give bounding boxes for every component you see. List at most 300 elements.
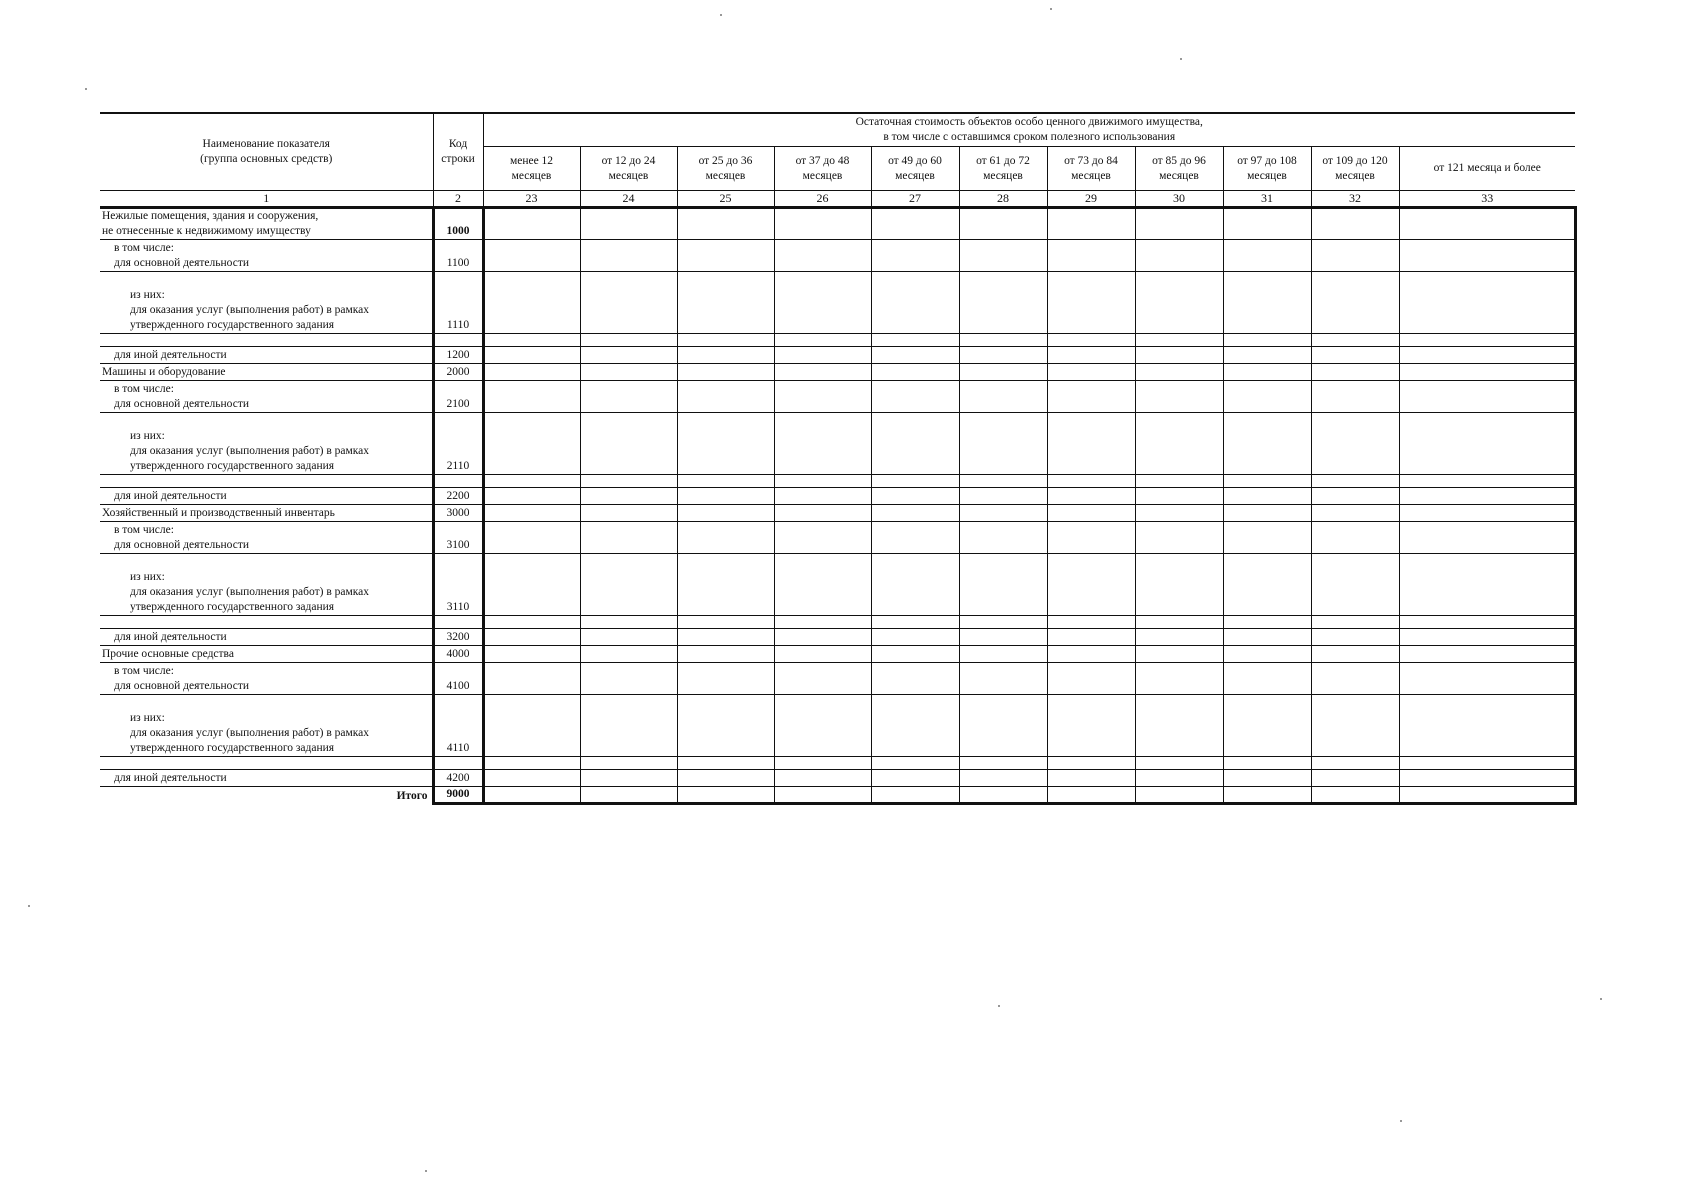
value-cell[interactable] bbox=[1311, 663, 1399, 695]
spacer-cell bbox=[1135, 757, 1223, 770]
value-cell[interactable] bbox=[959, 663, 1047, 695]
value-cell[interactable] bbox=[580, 381, 677, 413]
value-cell[interactable] bbox=[871, 629, 959, 646]
value-cell[interactable] bbox=[774, 695, 871, 757]
indicator-name bbox=[100, 695, 433, 757]
indicator-name-line: в том числе: bbox=[114, 242, 174, 254]
total-row bbox=[100, 787, 1575, 804]
value-cell[interactable] bbox=[1047, 208, 1135, 240]
indicator-name-line: для оказания услуг (выполнения работ) в рамках bbox=[130, 445, 370, 457]
value-cell[interactable] bbox=[1399, 272, 1575, 334]
value-cell[interactable] bbox=[871, 413, 959, 475]
value-cell[interactable] bbox=[677, 646, 774, 663]
spacer-cell bbox=[1399, 757, 1575, 770]
value-cell[interactable] bbox=[1135, 240, 1223, 272]
period-label: от 49 до 60 bbox=[888, 154, 942, 167]
value-cell[interactable] bbox=[959, 364, 1047, 381]
indicator-name bbox=[100, 770, 433, 787]
value-cell[interactable] bbox=[1311, 488, 1399, 505]
value-cell[interactable] bbox=[1399, 629, 1575, 646]
scan-speck bbox=[85, 88, 87, 90]
value-cell[interactable] bbox=[1399, 208, 1575, 240]
value-cell[interactable] bbox=[1135, 488, 1223, 505]
value-cell[interactable] bbox=[580, 272, 677, 334]
table-row bbox=[100, 629, 1575, 646]
value-cell[interactable] bbox=[1311, 554, 1399, 616]
spacer-cell bbox=[483, 757, 580, 770]
period-label: от 61 до 72 bbox=[976, 154, 1030, 167]
value-cell[interactable] bbox=[774, 505, 871, 522]
value-cell[interactable] bbox=[483, 629, 580, 646]
value-cell[interactable] bbox=[483, 787, 580, 804]
value-cell[interactable] bbox=[1223, 364, 1311, 381]
value-cell[interactable] bbox=[1399, 663, 1575, 695]
value-cell[interactable] bbox=[1047, 272, 1135, 334]
value-cell[interactable] bbox=[871, 787, 959, 804]
value-cell[interactable] bbox=[1223, 347, 1311, 364]
value-cell[interactable] bbox=[677, 554, 774, 616]
period-label: от 12 до 24 bbox=[601, 154, 656, 167]
table-row bbox=[100, 663, 1575, 695]
value-cell[interactable] bbox=[1047, 787, 1135, 804]
period-header-8 bbox=[1135, 147, 1223, 191]
indicator-name-line: для основной деятельности bbox=[114, 680, 249, 692]
value-cell[interactable] bbox=[1311, 522, 1399, 554]
value-cell[interactable] bbox=[1135, 413, 1223, 475]
period-unit: месяцев bbox=[511, 169, 552, 182]
spacer-cell bbox=[1223, 757, 1311, 770]
value-cell[interactable] bbox=[774, 522, 871, 554]
value-cell[interactable] bbox=[1223, 646, 1311, 663]
row-code: 9000 bbox=[433, 787, 483, 804]
value-cell[interactable] bbox=[677, 364, 774, 381]
table-row bbox=[100, 554, 1575, 616]
table-row bbox=[100, 488, 1575, 505]
row-code: 1110 bbox=[433, 272, 483, 334]
value-cell[interactable] bbox=[1223, 272, 1311, 334]
table-row bbox=[100, 413, 1575, 475]
value-cell[interactable] bbox=[959, 787, 1047, 804]
indicator-name-line: для иной деятельности bbox=[114, 631, 227, 643]
row-code: 4200 bbox=[433, 770, 483, 787]
value-cell[interactable] bbox=[774, 240, 871, 272]
value-cell[interactable] bbox=[871, 240, 959, 272]
row-code: 3200 bbox=[433, 629, 483, 646]
spacer-cell bbox=[100, 475, 433, 488]
value-cell[interactable] bbox=[580, 347, 677, 364]
value-cell[interactable] bbox=[959, 347, 1047, 364]
value-cell[interactable] bbox=[871, 364, 959, 381]
column-numbers-row bbox=[100, 191, 1575, 208]
value-cell[interactable] bbox=[483, 272, 580, 334]
value-cell[interactable] bbox=[677, 381, 774, 413]
value-cell[interactable] bbox=[959, 488, 1047, 505]
period-unit: месяцев bbox=[608, 169, 649, 182]
value-cell[interactable] bbox=[483, 208, 580, 240]
value-cell[interactable] bbox=[871, 554, 959, 616]
period-unit: месяцев bbox=[1159, 169, 1199, 182]
value-cell[interactable] bbox=[871, 347, 959, 364]
value-cell[interactable] bbox=[483, 364, 580, 381]
value-cell[interactable] bbox=[677, 695, 774, 757]
spacer-cell bbox=[959, 757, 1047, 770]
spacer-cell bbox=[677, 475, 774, 488]
value-cell[interactable] bbox=[580, 695, 677, 757]
value-cell[interactable] bbox=[483, 663, 580, 695]
value-cell[interactable] bbox=[677, 272, 774, 334]
value-cell[interactable] bbox=[1399, 381, 1575, 413]
value-cell[interactable] bbox=[1311, 240, 1399, 272]
value-cell[interactable] bbox=[483, 554, 580, 616]
indicator-name-line: для оказания услуг (выполнения работ) в рамках bbox=[130, 586, 370, 598]
value-cell[interactable] bbox=[483, 240, 580, 272]
row-code: 2000 bbox=[433, 364, 483, 381]
indicator-name-line: для иной деятельности bbox=[114, 490, 227, 502]
indicator-name-line: Машины и оборудование bbox=[102, 366, 226, 378]
value-cell[interactable] bbox=[677, 663, 774, 695]
spacer-cell bbox=[774, 616, 871, 629]
indicator-name-line: в том числе: bbox=[114, 383, 174, 395]
value-cell[interactable] bbox=[1135, 787, 1223, 804]
table-row bbox=[100, 646, 1575, 663]
spacer-cell bbox=[1399, 334, 1575, 347]
value-cell[interactable] bbox=[1047, 695, 1135, 757]
value-cell[interactable] bbox=[1135, 663, 1223, 695]
value-cell[interactable] bbox=[774, 646, 871, 663]
value-cell[interactable] bbox=[871, 646, 959, 663]
value-cell[interactable] bbox=[1135, 505, 1223, 522]
indicator-name bbox=[100, 381, 433, 413]
value-cell[interactable] bbox=[1223, 663, 1311, 695]
indicator-name-line: для оказания услуг (выполнения работ) в рамках bbox=[130, 727, 370, 739]
value-cell[interactable] bbox=[1223, 787, 1311, 804]
value-cell[interactable] bbox=[1135, 364, 1223, 381]
value-cell[interactable] bbox=[677, 505, 774, 522]
value-cell[interactable] bbox=[1223, 629, 1311, 646]
period-unit: месяцев bbox=[895, 169, 935, 182]
value-cell[interactable] bbox=[1047, 663, 1135, 695]
indicator-name-line: утвержденного государственного задания bbox=[130, 601, 335, 613]
spacer-cell bbox=[1399, 616, 1575, 629]
value-cell[interactable] bbox=[774, 208, 871, 240]
value-cell[interactable] bbox=[580, 554, 677, 616]
value-cell[interactable] bbox=[1399, 364, 1575, 381]
indicator-name bbox=[100, 663, 433, 695]
fixed-assets-table bbox=[100, 112, 1577, 805]
value-cell[interactable] bbox=[1135, 629, 1223, 646]
value-cell[interactable] bbox=[580, 646, 677, 663]
value-cell[interactable] bbox=[774, 364, 871, 381]
period-header-9 bbox=[1223, 147, 1311, 191]
value-cell[interactable] bbox=[677, 522, 774, 554]
column-number: 2 bbox=[433, 191, 483, 208]
value-cell[interactable] bbox=[580, 208, 677, 240]
value-cell[interactable] bbox=[959, 381, 1047, 413]
value-cell[interactable] bbox=[774, 381, 871, 413]
value-cell[interactable] bbox=[1135, 646, 1223, 663]
value-cell[interactable] bbox=[1047, 629, 1135, 646]
period-label: менее 12 bbox=[509, 154, 554, 167]
indicator-name bbox=[100, 629, 433, 646]
value-cell[interactable] bbox=[959, 554, 1047, 616]
indicator-name-line: для основной деятельности bbox=[114, 257, 249, 269]
indicator-name-line: утвержденного государственного задания bbox=[130, 460, 335, 472]
value-cell[interactable] bbox=[1223, 208, 1311, 240]
value-cell[interactable] bbox=[1223, 695, 1311, 757]
value-cell[interactable] bbox=[677, 413, 774, 475]
value-cell[interactable] bbox=[580, 505, 677, 522]
spacer-cell bbox=[433, 757, 483, 770]
value-cell[interactable] bbox=[1047, 554, 1135, 616]
value-cell[interactable] bbox=[1223, 770, 1311, 787]
value-cell[interactable] bbox=[1135, 770, 1223, 787]
value-cell[interactable] bbox=[483, 505, 580, 522]
spacer-cell bbox=[774, 475, 871, 488]
value-cell[interactable] bbox=[483, 770, 580, 787]
value-cell[interactable] bbox=[1135, 347, 1223, 364]
indicator-name bbox=[100, 272, 433, 334]
spacer-cell bbox=[1311, 475, 1399, 488]
value-cell[interactable] bbox=[1399, 488, 1575, 505]
value-cell[interactable] bbox=[483, 646, 580, 663]
value-cell[interactable] bbox=[1047, 770, 1135, 787]
value-cell[interactable] bbox=[483, 347, 580, 364]
spacer-cell bbox=[677, 616, 774, 629]
value-cell[interactable] bbox=[774, 663, 871, 695]
scan-speck bbox=[425, 1170, 427, 1172]
value-cell[interactable] bbox=[1135, 381, 1223, 413]
value-cell[interactable] bbox=[1223, 381, 1311, 413]
value-cell[interactable] bbox=[1047, 522, 1135, 554]
value-cell[interactable] bbox=[1047, 413, 1135, 475]
row-code: 3110 bbox=[433, 554, 483, 616]
value-cell[interactable] bbox=[1311, 646, 1399, 663]
group-title-line1: Остаточная стоимость объектов особо ценного движимого имущества, bbox=[855, 116, 1203, 128]
value-cell[interactable] bbox=[959, 208, 1047, 240]
value-cell[interactable] bbox=[774, 554, 871, 616]
column-number: 32 bbox=[1311, 191, 1399, 208]
period-header-6 bbox=[959, 147, 1047, 191]
value-cell[interactable] bbox=[1047, 381, 1135, 413]
value-cell[interactable] bbox=[959, 272, 1047, 334]
value-cell[interactable] bbox=[1311, 272, 1399, 334]
spacer-cell bbox=[1047, 334, 1135, 347]
value-cell[interactable] bbox=[580, 522, 677, 554]
value-cell[interactable] bbox=[871, 272, 959, 334]
spacer-cell bbox=[580, 616, 677, 629]
spacer-cell bbox=[1311, 334, 1399, 347]
value-cell[interactable] bbox=[1311, 347, 1399, 364]
row-code: 2200 bbox=[433, 488, 483, 505]
value-cell[interactable] bbox=[677, 347, 774, 364]
table-row bbox=[100, 208, 1575, 240]
header-code-label: Код строки bbox=[441, 138, 475, 165]
spacer-cell bbox=[1135, 475, 1223, 488]
value-cell[interactable] bbox=[677, 770, 774, 787]
table-row bbox=[100, 272, 1575, 334]
value-cell[interactable] bbox=[1399, 347, 1575, 364]
value-cell[interactable] bbox=[1311, 629, 1399, 646]
indicator-name-line: Прочие основные средства bbox=[102, 648, 234, 660]
spacer-row bbox=[100, 475, 1575, 488]
value-cell[interactable] bbox=[483, 413, 580, 475]
value-cell[interactable] bbox=[871, 381, 959, 413]
header-row-top bbox=[100, 113, 1575, 147]
value-cell[interactable] bbox=[677, 787, 774, 804]
period-header-10 bbox=[1311, 147, 1399, 191]
value-cell[interactable] bbox=[1399, 787, 1575, 804]
value-cell[interactable] bbox=[580, 413, 677, 475]
column-number: 29 bbox=[1047, 191, 1135, 208]
value-cell[interactable] bbox=[677, 240, 774, 272]
value-cell[interactable] bbox=[1223, 413, 1311, 475]
period-header-3 bbox=[677, 147, 774, 191]
value-cell[interactable] bbox=[774, 413, 871, 475]
value-cell[interactable] bbox=[580, 240, 677, 272]
group-title-line2: в том числе с оставшимся сроком полезного использования bbox=[883, 131, 1176, 143]
value-cell[interactable] bbox=[483, 695, 580, 757]
value-cell[interactable] bbox=[1135, 208, 1223, 240]
value-cell[interactable] bbox=[1135, 695, 1223, 757]
value-cell[interactable] bbox=[1399, 522, 1575, 554]
indicator-name bbox=[100, 646, 433, 663]
value-cell[interactable] bbox=[677, 488, 774, 505]
value-cell[interactable] bbox=[483, 488, 580, 505]
value-cell[interactable] bbox=[959, 695, 1047, 757]
value-cell[interactable] bbox=[1399, 554, 1575, 616]
indicator-name-line: для основной деятельности bbox=[114, 539, 249, 551]
value-cell[interactable] bbox=[580, 629, 677, 646]
value-cell[interactable] bbox=[1399, 240, 1575, 272]
column-number: 28 bbox=[959, 191, 1047, 208]
indicator-name-line: из них: bbox=[130, 430, 165, 442]
value-cell[interactable] bbox=[1399, 770, 1575, 787]
indicator-name-line: для основной деятельности bbox=[114, 398, 249, 410]
value-cell[interactable] bbox=[774, 770, 871, 787]
value-cell[interactable] bbox=[483, 381, 580, 413]
value-cell[interactable] bbox=[1047, 364, 1135, 381]
value-cell[interactable] bbox=[959, 770, 1047, 787]
value-cell[interactable] bbox=[580, 787, 677, 804]
row-code: 4000 bbox=[433, 646, 483, 663]
period-header-5 bbox=[871, 147, 959, 191]
spacer-cell bbox=[871, 475, 959, 488]
value-cell[interactable] bbox=[1223, 522, 1311, 554]
value-cell[interactable] bbox=[959, 522, 1047, 554]
column-number: 27 bbox=[871, 191, 959, 208]
value-cell[interactable] bbox=[1135, 272, 1223, 334]
value-cell[interactable] bbox=[677, 629, 774, 646]
value-cell[interactable] bbox=[1311, 505, 1399, 522]
column-number: 26 bbox=[774, 191, 871, 208]
value-cell[interactable] bbox=[871, 208, 959, 240]
row-code: 3100 bbox=[433, 522, 483, 554]
value-cell[interactable] bbox=[1311, 770, 1399, 787]
value-cell[interactable] bbox=[871, 522, 959, 554]
indicator-name-line: для оказания услуг (выполнения работ) в рамках bbox=[130, 304, 370, 316]
spacer-cell bbox=[483, 616, 580, 629]
period-label: от 37 до 48 bbox=[795, 154, 850, 167]
value-cell[interactable] bbox=[1399, 413, 1575, 475]
value-cell[interactable] bbox=[1399, 505, 1575, 522]
value-cell[interactable] bbox=[959, 505, 1047, 522]
header-name-cell bbox=[100, 113, 433, 191]
value-cell[interactable] bbox=[871, 770, 959, 787]
value-cell[interactable] bbox=[1311, 695, 1399, 757]
value-cell[interactable] bbox=[1047, 646, 1135, 663]
value-cell[interactable] bbox=[959, 646, 1047, 663]
value-cell[interactable] bbox=[959, 240, 1047, 272]
period-unit: месяцев bbox=[1247, 169, 1287, 182]
spacer-row bbox=[100, 616, 1575, 629]
spacer-cell bbox=[433, 616, 483, 629]
value-cell[interactable] bbox=[774, 629, 871, 646]
value-cell[interactable] bbox=[871, 695, 959, 757]
period-label: от 73 до 84 bbox=[1064, 154, 1118, 167]
value-cell[interactable] bbox=[677, 208, 774, 240]
value-cell[interactable] bbox=[1311, 381, 1399, 413]
value-cell[interactable] bbox=[580, 488, 677, 505]
value-cell[interactable] bbox=[1399, 695, 1575, 757]
value-cell[interactable] bbox=[774, 272, 871, 334]
spacer-cell bbox=[1135, 334, 1223, 347]
value-cell[interactable] bbox=[871, 488, 959, 505]
spacer-cell bbox=[1047, 757, 1135, 770]
spacer-cell bbox=[1311, 616, 1399, 629]
value-cell[interactable] bbox=[1399, 646, 1575, 663]
value-cell[interactable] bbox=[1223, 240, 1311, 272]
value-cell[interactable] bbox=[774, 488, 871, 505]
spacer-cell bbox=[580, 757, 677, 770]
value-cell[interactable] bbox=[774, 347, 871, 364]
value-cell[interactable] bbox=[1047, 505, 1135, 522]
value-cell[interactable] bbox=[871, 663, 959, 695]
scan-speck bbox=[1050, 8, 1052, 10]
value-cell[interactable] bbox=[1135, 554, 1223, 616]
table-row bbox=[100, 240, 1575, 272]
value-cell[interactable] bbox=[1047, 347, 1135, 364]
value-cell[interactable] bbox=[1311, 208, 1399, 240]
value-cell[interactable] bbox=[1223, 488, 1311, 505]
value-cell[interactable] bbox=[1311, 413, 1399, 475]
indicator-name bbox=[100, 505, 433, 522]
value-cell[interactable] bbox=[483, 522, 580, 554]
spacer-cell bbox=[433, 334, 483, 347]
period-label: от 85 до 96 bbox=[1152, 154, 1206, 167]
table-row bbox=[100, 695, 1575, 757]
indicator-name-line: не отнесенные к недвижимому имуществу bbox=[102, 225, 311, 237]
period-label: от 97 до 108 bbox=[1237, 154, 1297, 167]
value-cell[interactable] bbox=[1135, 522, 1223, 554]
value-cell[interactable] bbox=[1047, 488, 1135, 505]
value-cell[interactable] bbox=[959, 413, 1047, 475]
value-cell[interactable] bbox=[580, 770, 677, 787]
value-cell[interactable] bbox=[774, 787, 871, 804]
value-cell[interactable] bbox=[1047, 240, 1135, 272]
value-cell[interactable] bbox=[1311, 787, 1399, 804]
value-cell[interactable] bbox=[959, 629, 1047, 646]
value-cell[interactable] bbox=[580, 364, 677, 381]
value-cell[interactable] bbox=[871, 505, 959, 522]
indicator-name-line: из них: bbox=[130, 289, 165, 301]
table-row bbox=[100, 505, 1575, 522]
value-cell[interactable] bbox=[580, 663, 677, 695]
indicator-name-line: утвержденного государственного задания bbox=[130, 742, 335, 754]
value-cell[interactable] bbox=[1223, 505, 1311, 522]
value-cell[interactable] bbox=[1223, 554, 1311, 616]
value-cell[interactable] bbox=[1311, 364, 1399, 381]
indicator-name bbox=[100, 488, 433, 505]
